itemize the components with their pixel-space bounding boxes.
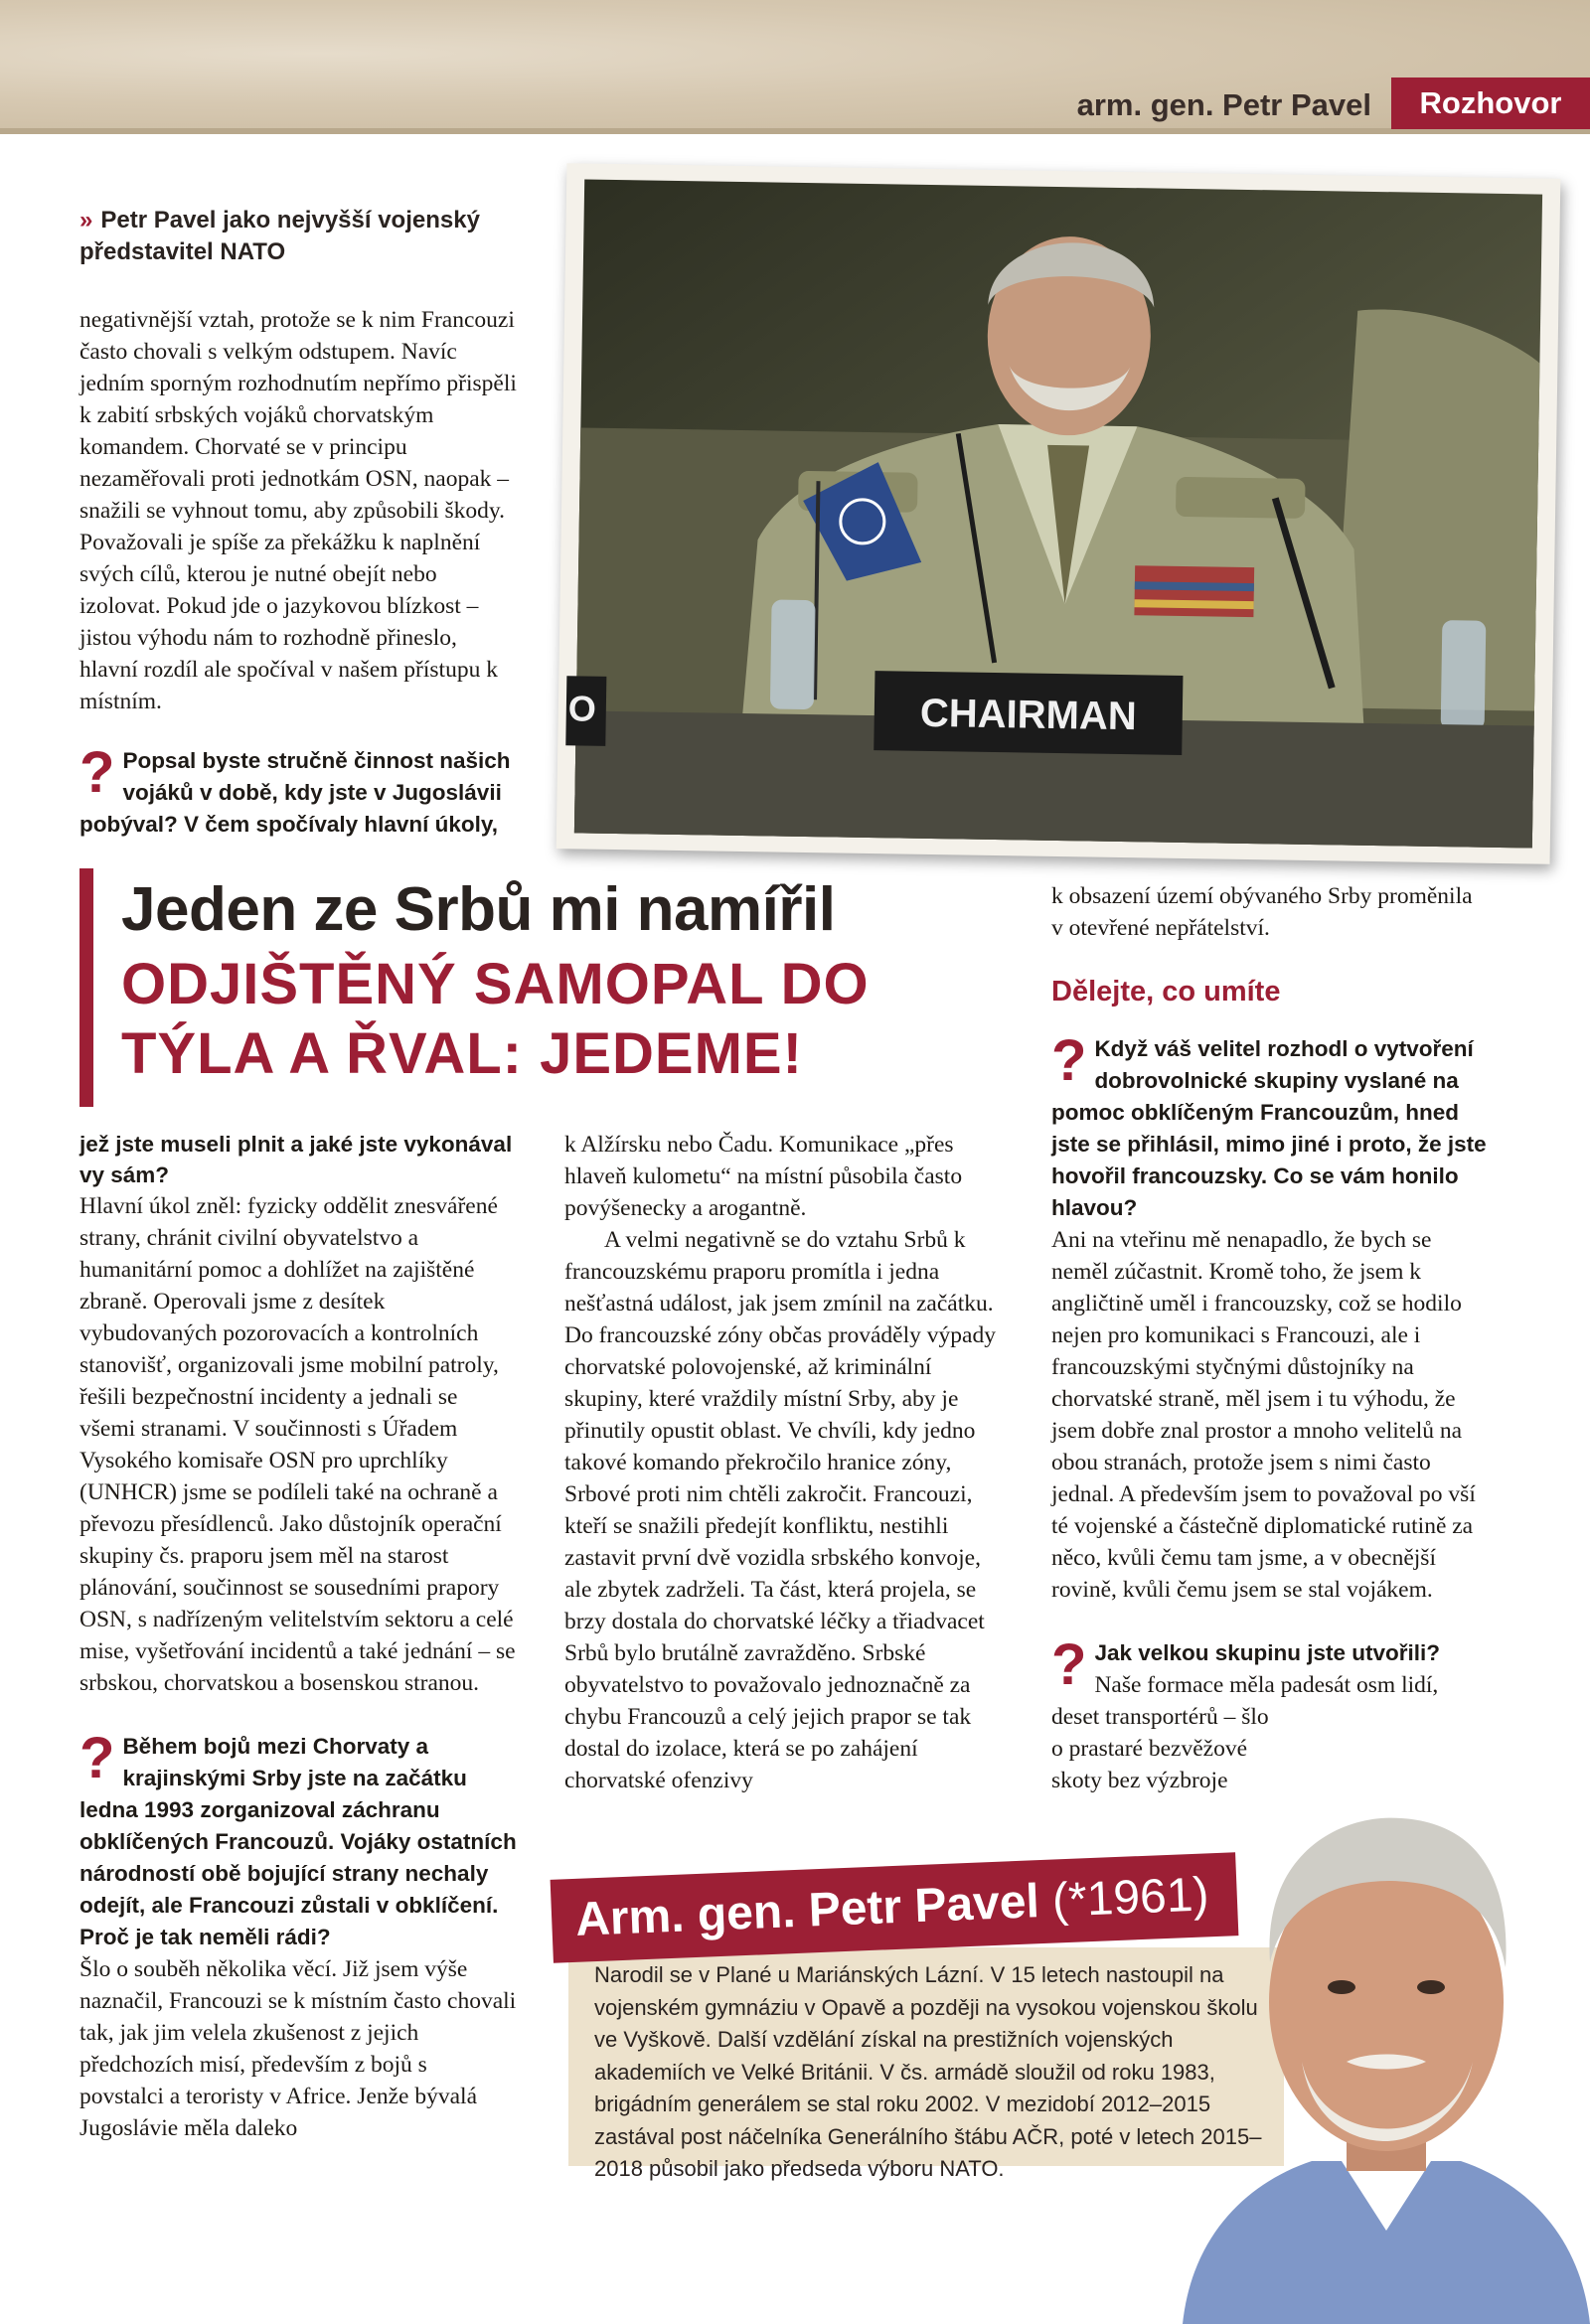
question-mark: ?	[1051, 1028, 1087, 1093]
answer-paragraph: Ani na vteřinu mě nenapadlo, že bych se neměl zúčastnit. Kromě toho, že jsem k angličtině uměl i francouzsky, což se hodilo nejen pro komunikaci s Francouzi, ale i francouzskými styčnými důstojníky na chorvatské straně, měl jsem i tu výhodu, že jsem dobře znal prostor a mnoho velitelů na obou stranách, protože jsem s nimi často jednal. A především jsem to považoval po vší té vojenské a částečně diplomatické rutině za něco, kvůli čemu tam jsme, a v obecnější rovině, kvůli čemu jsem se stal vojákem.	[1051, 1227, 1476, 1603]
column-right	[1051, 880, 1489, 1796]
answer-line: o prastaré bezvěžové	[1051, 1736, 1248, 1762]
paragraph: k obsazení území obývaného Srby proměnila v otevřené nepřátelství.	[1051, 883, 1473, 941]
subheading: Dělejte, co umíte	[1051, 976, 1281, 1007]
question-block	[80, 1726, 517, 1953]
question-text: Když váš velitel rozhodl o vytvoření dobrovolnické skupiny vyslané na pomoc obklíčeným Francouzům, hned jste se přihlásil, mimo jiné i proto, že jste hovořil francouzsky. Co se vám honilo hlavou?	[1051, 1036, 1487, 1220]
headline-accent-bar	[80, 868, 93, 1107]
question-mark: ?	[80, 740, 115, 805]
caption-text: Petr Pavel jako nejvyšší vojenský představitel NATO	[80, 207, 480, 265]
answer-paragraph: Hlavní úkol zněl: fyzicky oddělit znesvářené strany, chránit civilní obyvatelstvo a humanitární pomoc a dohlížet na zajištěné zbraně. Operovali jsme z desítek vybudovaných pozorovacích a kontrolních stanovišť, organizovali jsme mobilní patroly, řešili bezpečnostní incidenty a jednali se všemi stranami. V součinnosti s Úřadem Vysokého komisaře OSN pro uprchlíky (UNHCR) jsme se podíleli také na ochraně a převozu přesídlenců. Jako důstojník operační skupiny čs. praporu jsem měl na starost plánování, součinnost se sousedními prapory OSN, s nadřízeným velitelstvím sektoru a celé mise, vyšetřování incidentů a také jednání – se srbskou, chorvatskou a bosenskou stranou.	[80, 1193, 516, 1696]
question-block	[80, 740, 517, 841]
answer-line: deset transportérů – šlo	[1051, 1704, 1269, 1730]
headline-line-2: ODJIŠTĚNÝ SAMOPAL DO TÝLA A ŘVAL: JEDEME!	[121, 952, 870, 1086]
header-person-name: arm. gen. Petr Pavel	[1076, 87, 1371, 122]
question-mark: ?	[80, 1726, 115, 1790]
paragraph: k Alžírsku nebo Čadu. Komunikace „přes hlaveň kulometu“ na místní působila často povýšenecky a arogantně.	[564, 1132, 963, 1221]
chairman-photo-illustration	[567, 179, 1542, 848]
question-mark: ?	[1051, 1632, 1087, 1697]
question-continuation: jež jste museli plnit a jaké jste vykonával vy sám?	[80, 1132, 513, 1187]
photo-caption	[80, 205, 547, 268]
paragraph: A velmi negativně se do vztahu Srbů k francouzskému praporu promítla i jedna nešťastná událost, jak jsem zmínil na začátku. Do francouzské zóny občas prováděly výpady chorvatské polovojenské, až kriminální skupiny, které vraždily místní Srby, aby je přinutily opustit oblast. Ve chvíli, kdy jedno takové komando překročilo hranice zóny, Srbové proti nim chtěli zakročit. Francouzi, kteří se snažili předejít konfliktu, nestihli zastavit první dvě vozidla srbského konvoje, ale zbytek zadrželi. Ta část, která projela, se brzy dostala do chorvatské léčky a třiadvacet Srbů bylo brutálně zavražděno. Srbské obyvatelstvo to považovalo jednoznačně za chybu Francouzů a celý jejich prapor se tak dostal do izolace, která se po zahájení chorvatské ofenzivy	[564, 1227, 996, 1793]
bio-title: Arm. gen. Petr Pavel	[574, 1875, 1040, 1946]
question-text: Popsal byste stručně činnost našich vojáků v době, kdy jste v Jugoslávii pobýval? V čem spočívaly hlavní úkoly,	[80, 748, 511, 837]
paragraph: negativnější vztah, protože se k nim Francouzi často chovali s velkým odstupem. Navíc jedním sporným rozhodnutím nepřímo přispěli k zabití srbských vojáků chorvatským komandem. Chorvaté se v principu nezaměřovali proti jednotkám OSN, naopak – snažili se vyhnout tomu, aby způsobili škody. Považovali je spíše za překážku k naplnění svých cílů, kterou je nutné obejít nebo izolovat. Pokud jde o jazykovou blízkost – jistou výhodu nám to rozhodně přineslo, hlavní rozdíl ale spočíval v našem přístupu k místním.	[80, 307, 517, 714]
answer-line: Naše formace měla padesát osm lidí,	[1094, 1672, 1439, 1698]
bio-birth-year: (*1961)	[1050, 1868, 1210, 1928]
answer-line: skoty bez výzbroje	[1051, 1768, 1228, 1793]
column-left	[80, 1129, 517, 2144]
nameplate-text: CHAIRMAN	[919, 691, 1138, 739]
column-left-top	[80, 304, 517, 841]
chairman-photo	[556, 163, 1561, 864]
section-tag: Rozhovor	[1391, 77, 1590, 129]
nameplate-fragment: O	[567, 688, 597, 729]
question-block	[1051, 1632, 1489, 1701]
answer-paragraph: Šlo o souběh několika věcí. Již jsem výše naznačil, Francouzi se k místním často chovali tak, jak jim velela zkušenost z jejich předchozích misí, především z bojů s povstalci a teroristy v Africe. Jenže bývalá Jugoslávie měla daleko	[80, 1956, 517, 2141]
caption-marker: »	[80, 207, 93, 233]
headline-line-1: Jeden ze Srbů mi namířil	[121, 875, 836, 944]
question-text: Jak velkou skupinu jste utvořili?	[1094, 1640, 1441, 1665]
portrait-photo	[1163, 1764, 1590, 2324]
bio-text: Narodil se v Plané u Mariánských Lázní. V 15 letech nastoupil na vojenském gymnáziu v Opavě a později na vysokou vojenskou školu ve Vyškově. Další vzdělání získal na prestižních vojenských akademiích ve Velké Británii. V čs. armádě sloužil od roku 1983, brigádním generálem se stal roku 2002. V mezidobí 2012–2015 zastával post náčelníka Generálního štábu AČR, poté v letech 2015–2018 působil jako předseda výboru NATO.	[594, 1962, 1262, 2181]
question-block	[1051, 1028, 1489, 1224]
column-middle	[564, 1129, 1002, 1796]
question-text: Během bojů mezi Chorvaty a krajinskými Srby jste na začátku ledna 1993 zorganizoval záchranu obklíčených Francouzů. Vojáky ostatních národností obě bojující strany nechaly odejít, ale Francouzi zůstali v obklíčení. Proč je tak neměli rádi?	[80, 1734, 517, 1949]
